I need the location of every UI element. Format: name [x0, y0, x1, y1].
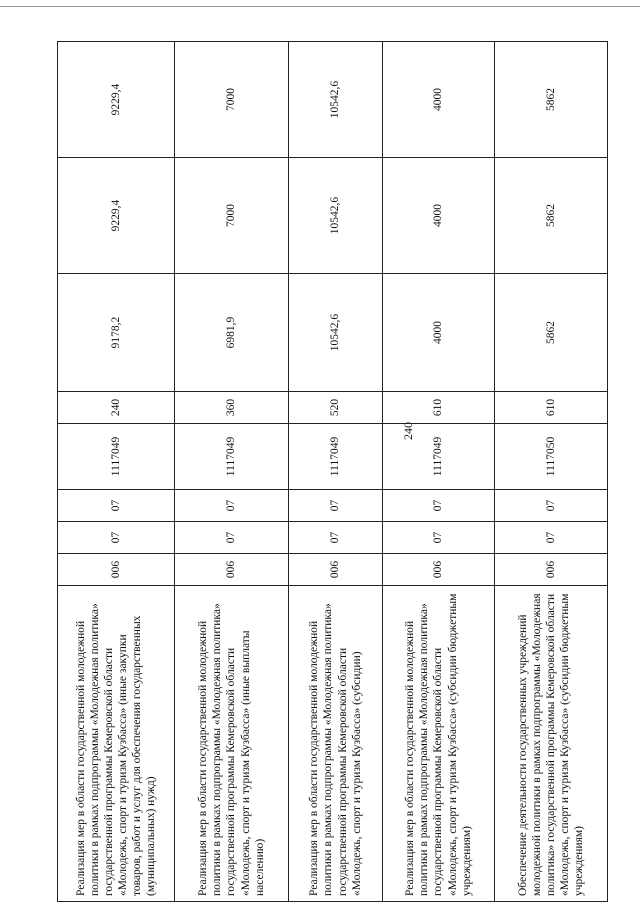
section-code: 07 — [383, 522, 495, 554]
target-code: 1117050 — [495, 424, 608, 490]
amount-year3: 4000 — [383, 42, 495, 158]
ministry-code: 006 — [58, 554, 175, 586]
amount-year1: 10542,6 — [289, 274, 383, 392]
subsection-code: 07 — [289, 490, 383, 522]
table-row — [175, 42, 289, 902]
row-description: Реализация мер в области государственной молодежной политики в рамках подпрограммы «Молодежная политика» государственной программы Кемеровской области «Молодежь, спорт и туризм Кузбасса» (субсидии бюджетным учреждениям) — [383, 586, 495, 902]
target-code: 1117049 — [58, 424, 175, 490]
amount-year1: 6981,9 — [175, 274, 289, 392]
subsection-code: 07 — [383, 490, 495, 522]
target-code: 1117049 — [289, 424, 383, 490]
amount-year3: 9229,4 — [58, 42, 175, 158]
ministry-code: 006 — [495, 554, 608, 586]
expense-type-code: 240 — [58, 392, 175, 424]
amount-year1: 4000 — [383, 274, 495, 392]
amount-year1: 9178,2 — [58, 274, 175, 392]
table-row — [289, 42, 383, 902]
expense-type-code: 610 — [495, 392, 608, 424]
subsection-code: 07 — [495, 490, 608, 522]
subsection-code: 07 — [58, 490, 175, 522]
expense-type-code: 610 — [383, 392, 495, 424]
ministry-code: 006 — [383, 554, 495, 586]
amount-year3: 10542,6 — [289, 42, 383, 158]
row-description: Обеспечение деятельности государственных учреждений молодежной политики в рамках подпрограммы «Молодежная политика» государственной программы Кемеровской области «Молодежь, спорт и туризм Кузбасса» (субсидии бюджетным учреждениям) — [495, 586, 608, 902]
row-description: Реализация мер в области государственной молодежной политики в рамках подпрограммы «Молодежная политика» государственной программы Кемеровской области «Молодежь, спорт и туризм Кузбасса» (иные закупки товаров, работ и услуг для обеспечения государственных (муниципальных) нужд) — [58, 586, 175, 902]
table-row — [58, 42, 175, 902]
subsection-code: 07 — [175, 490, 289, 522]
amount-year2: 4000 — [383, 158, 495, 274]
amount-year2: 5862 — [495, 158, 608, 274]
top-rule — [0, 6, 640, 7]
page-number: 240 — [401, 422, 415, 440]
row-description: Реализация мер в области государственной молодежной политики в рамках подпрограммы «Молодежная политика» государственной программы Кемеровской области «Молодежь, спорт и туризм Кузбасса» (субсидии) — [289, 586, 383, 902]
amount-year3: 7000 — [175, 42, 289, 158]
target-code: 1117049 — [383, 424, 495, 490]
rotated-table-container — [57, 42, 607, 902]
ministry-code: 006 — [289, 554, 383, 586]
amount-year3: 5862 — [495, 42, 608, 158]
target-code: 1117049 — [175, 424, 289, 490]
section-code: 07 — [495, 522, 608, 554]
amount-year1: 5862 — [495, 274, 608, 392]
ministry-code: 006 — [175, 554, 289, 586]
amount-year2: 9229,4 — [58, 158, 175, 274]
section-code: 07 — [58, 522, 175, 554]
expense-type-code: 360 — [175, 392, 289, 424]
amount-year2: 10542,6 — [289, 158, 383, 274]
row-description: Реализация мер в области государственной молодежной политики в рамках подпрограммы «Молодежная политика» государственной программы Кемеровской области «Молодежь, спорт и туризм Кузбасса» (иные выплаты населению) — [175, 586, 289, 902]
expense-type-code: 520 — [289, 392, 383, 424]
table-row — [495, 42, 608, 902]
amount-year2: 7000 — [175, 158, 289, 274]
section-code: 07 — [289, 522, 383, 554]
section-code: 07 — [175, 522, 289, 554]
table-row — [383, 42, 495, 902]
budget-table — [57, 41, 608, 902]
